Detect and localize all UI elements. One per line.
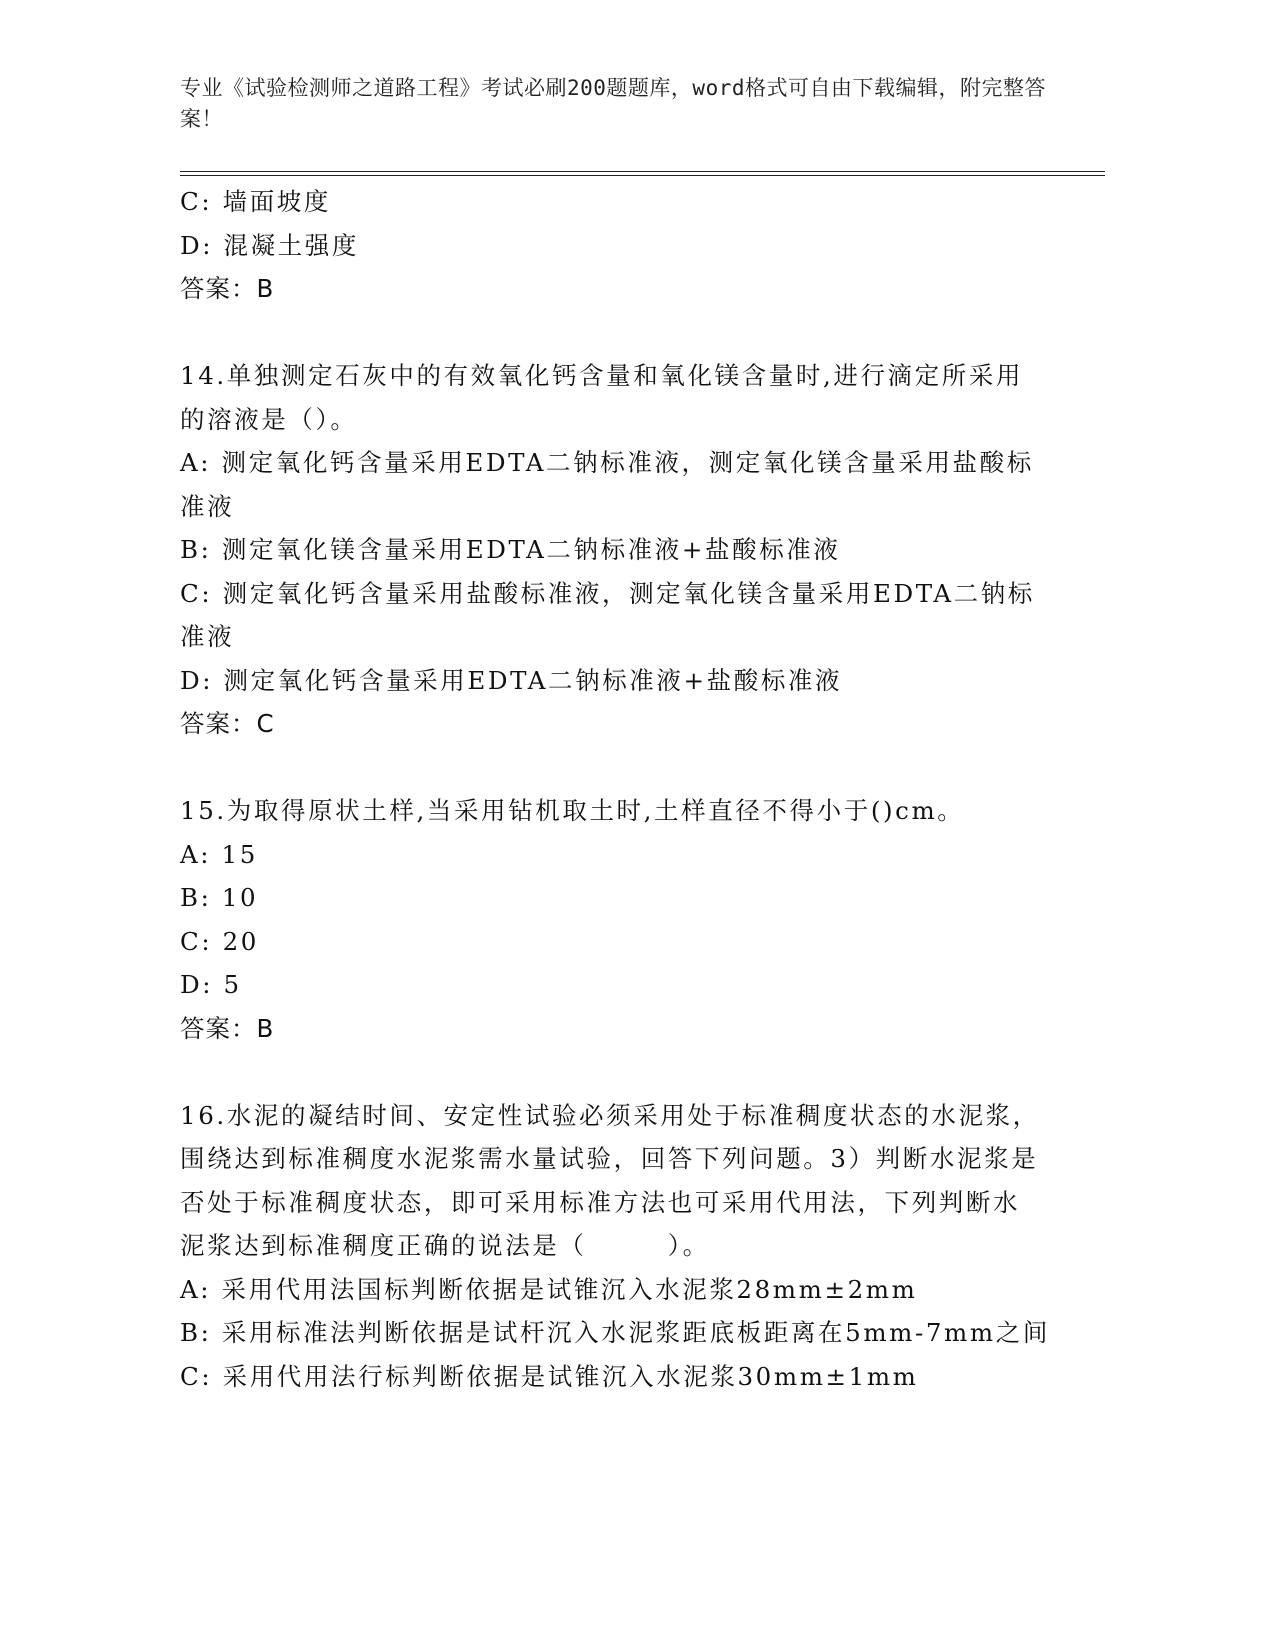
option-c: C: 20 [180, 926, 259, 956]
question-13-tail [180, 180, 1040, 311]
question-14 [180, 354, 1040, 746]
option-b: B: 10 [180, 883, 259, 912]
question-stem: 14.单独测定石灰中的有效氧化钙含量和氧化镁含量时,进行滴定所采用的溶液是（）。 [180, 361, 1024, 434]
option-b: B: 测定氧化镁含量采用EDTA二钠标准液+盐酸标准液 [180, 535, 841, 564]
option-c: C: 采用代用法行标判断依据是试锥沉入水泥浆30mm±1mm [180, 1361, 919, 1391]
answer-label: 答案：C [180, 709, 275, 738]
question-15 [180, 789, 1040, 1050]
question-stem: 15.为取得原状土样,当采用钻机取土时,土样直径不得小于()cm。 [180, 796, 965, 825]
option-c: C: 墙面坡度 [180, 187, 331, 216]
option-c: C: 测定氧化钙含量采用盐酸标准液，测定氧化镁含量采用EDTA二钠标准液 [180, 578, 1035, 651]
question-stem: 16.水泥的凝结时间、安定性试验必须采用处于标准稠度状态的水泥浆，围绕达到标准稠度水泥浆需水量试验，回答下列问题。3）判断水泥浆是否处于标准稠度状态，即可采用标准方法也可采用代用法，下列判断水泥浆达到标准稠度正确的说法是（ ）。 [180, 1100, 1040, 1260]
option-d: D: 混凝土强度 [180, 230, 359, 260]
option-a: A: 采用代用法国标判断依据是试锥沉入水泥浆28mm±2mm [180, 1274, 918, 1304]
question-content [180, 180, 1050, 1398]
option-d: D: 5 [180, 970, 242, 999]
header-divider-top [180, 171, 1105, 172]
option-b: B: 采用标准法判断依据是试杆沉入水泥浆距底板距离在5mm-7mm之间 [180, 1318, 1050, 1347]
option-d: D: 测定氧化钙含量采用EDTA二钠标准液+盐酸标准液 [180, 665, 843, 695]
answer-label: 答案：B [180, 274, 275, 303]
answer-label: 答案：B [180, 1013, 275, 1043]
question-16 [180, 1094, 1050, 1399]
header-divider-bottom [180, 175, 1105, 176]
option-a: A: 测定氧化钙含量采用EDTA二钠标准液，测定氧化镁含量采用盐酸标准液 [180, 448, 1034, 521]
document-header: 专业《试验检测师之道路工程》考试必刷200题题库，word格式可自由下载编辑，附完整答案！ [180, 76, 1046, 131]
option-a: A: 15 [180, 839, 258, 869]
